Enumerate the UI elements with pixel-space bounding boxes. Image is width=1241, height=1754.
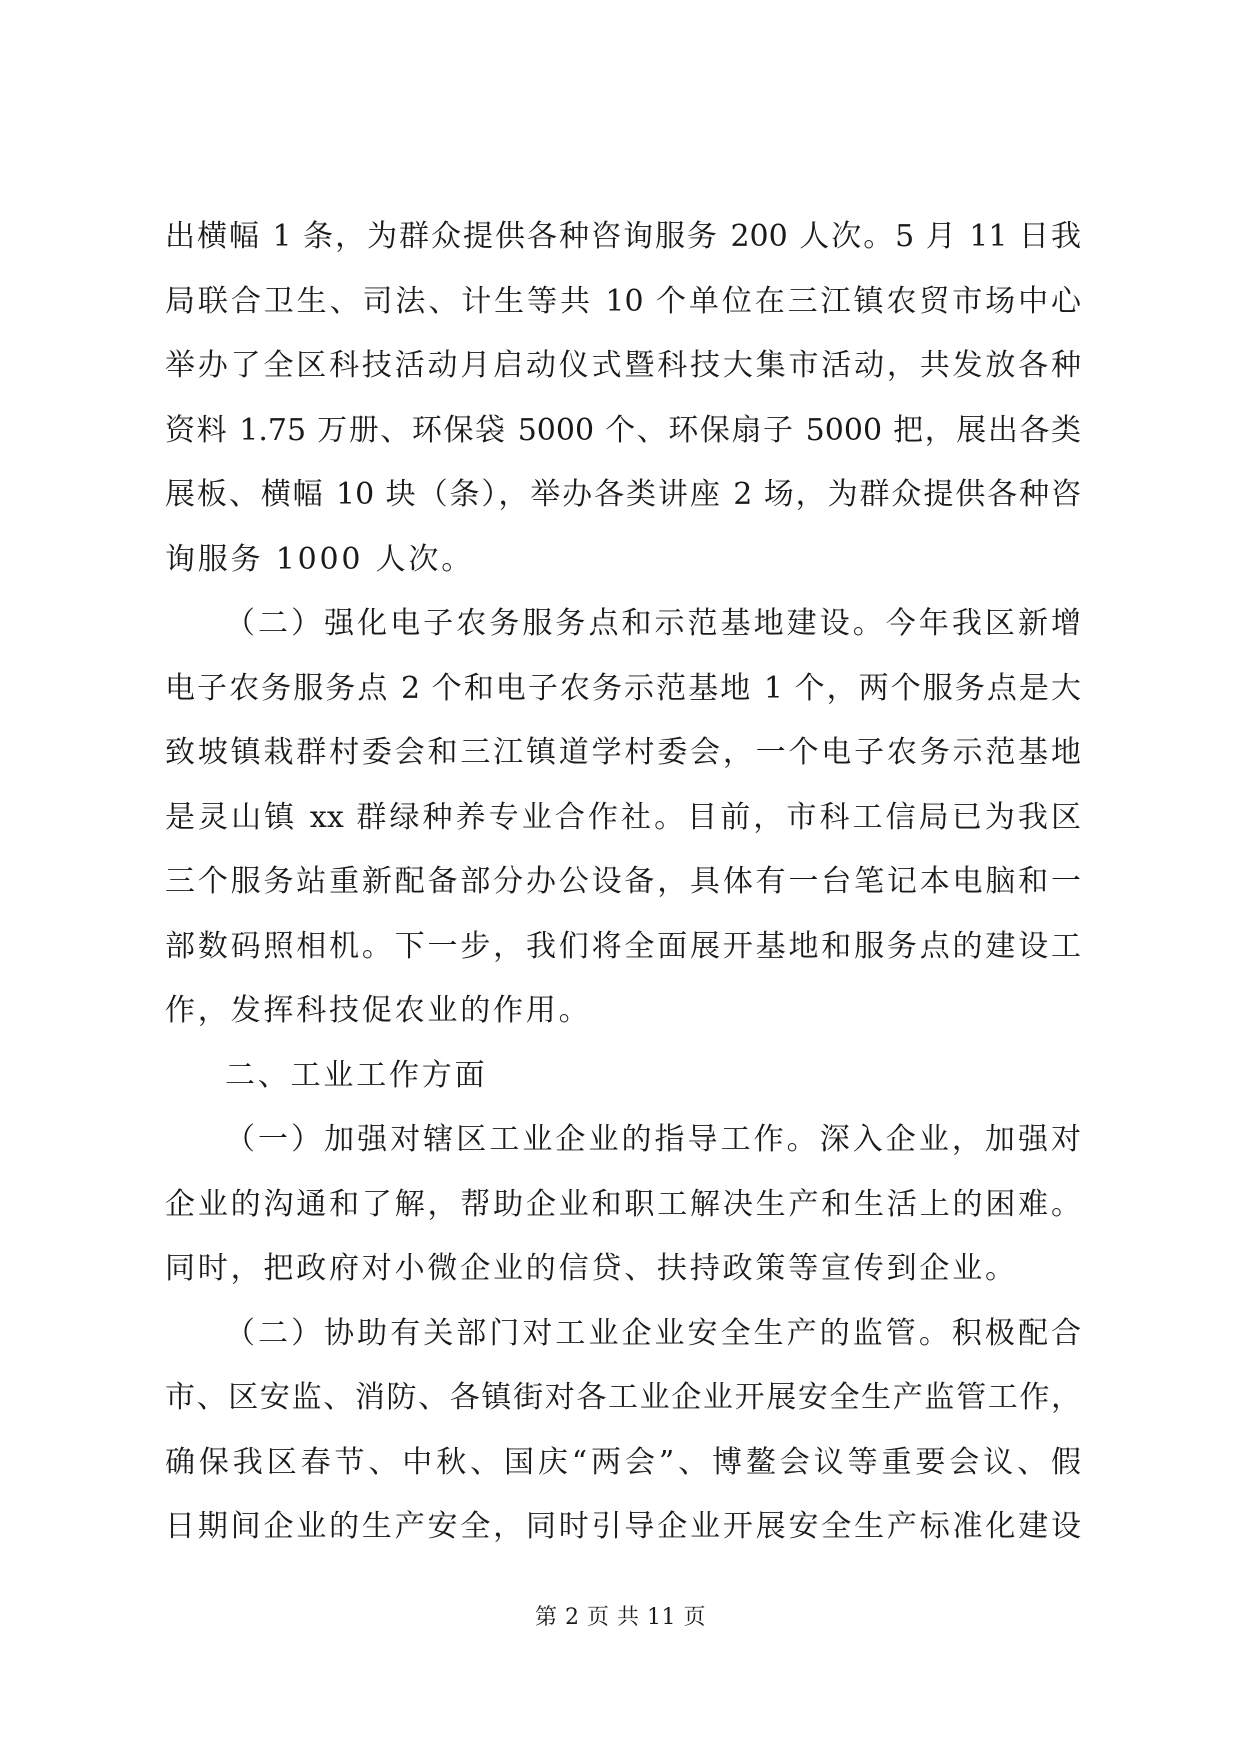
text-line: （二）强化电子农务服务点和示范基地建设。今年我区新增 — [225, 606, 1081, 641]
text-line: （一）加强对辖区工业企业的指导工作。深入企业，加强对 — [225, 1122, 1081, 1157]
text-line: 是灵山镇 xx 群绿种养专业合作社。目前，市科工信局已为我区 — [165, 799, 1081, 835]
text-line: 同时，把政府对小微企业的信贷、扶持政策等宣传到企业。 — [165, 1251, 1018, 1286]
text-line: 日期间企业的生产安全，同时引导企业开展安全生产标准化建设 — [165, 1509, 1081, 1544]
text-line: 出横幅 1 条，为群众提供各种咨询服务 200 人次。5 月 11 日我 — [165, 219, 1081, 254]
page-number-footer: 第 2 页 共 11 页 — [535, 1605, 706, 1630]
text-line: 市、区安监、消防、各镇街对各工业企业开展安全生产监管工作， — [165, 1380, 1081, 1415]
text-line: 三个服务站重新配备部分办公设备，具体有一台笔记本电脑和一 — [165, 864, 1081, 899]
section-heading: 二、工业工作方面 — [225, 1057, 488, 1093]
text-line: 致坡镇栽群村委会和三江镇道学村委会，一个电子农务示范基地 — [165, 735, 1081, 770]
text-line: 确保我区春节、中秋、国庆“两会”、博鳌会议等重要会议、假 — [165, 1444, 1081, 1480]
document-body — [165, 205, 1081, 1560]
text-line: 展板、横幅 10 块（条），举办各类讲座 2 场，为群众提供各种咨 — [165, 477, 1081, 512]
text-line: 企业的沟通和了解，帮助企业和职工解决生产和生活上的困难。 — [165, 1186, 1081, 1222]
text-line: 作，发挥科技促农业的作用。 — [165, 993, 592, 1028]
text-line: （二）协助有关部门对工业企业安全生产的监管。积极配合 — [225, 1315, 1081, 1351]
text-line: 举办了全区科技活动月启动仪式暨科技大集市活动，共发放各种 — [165, 348, 1081, 383]
text-line: 电子农务服务点 2 个和电子农务示范基地 1 个，两个服务点是大 — [165, 670, 1081, 706]
text-line: 资料 1.75 万册、环保袋 5000 个、环保扇子 5000 把，展出各类 — [165, 412, 1081, 448]
text-line: 局联合卫生、司法、计生等共 10 个单位在三江镇农贸市场中心 — [165, 283, 1081, 319]
text-line: 询服务 1000 人次。 — [165, 541, 475, 577]
text-line: 部数码照相机。下一步，我们将全面展开基地和服务点的建设工 — [165, 928, 1081, 964]
